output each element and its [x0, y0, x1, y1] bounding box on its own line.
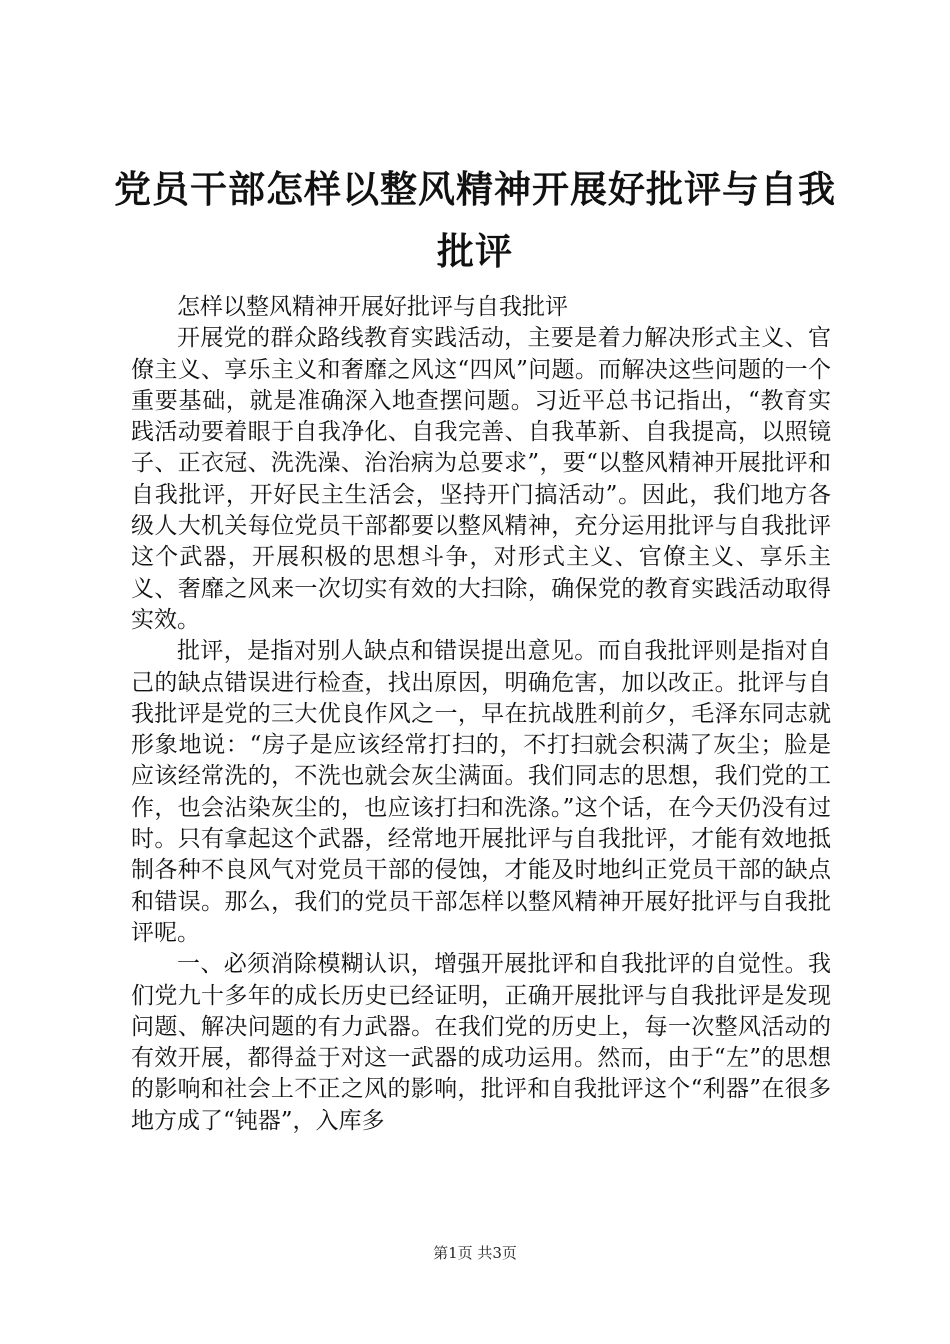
paragraph: 一、必须消除模糊认识，增强开展批评和自我批评的自觉性。我们党九十多年的成长历史已经证明，正确开展批评与自我批评是发现问题、解决问题的有力武器。在我们党的历史上，每一次整风活动的有效开展，都得益于对这一武器的成功运用。然而，由于“左”的思想的影响和社会上不正之风的影响，批评和自我批评这个“利器”在很多地方成了“钝器”，入库多	[131, 951, 831, 1134]
paragraph-subtitle: 怎样以整风精神开展好批评与自我批评	[177, 294, 568, 320]
page-title: 党员干部怎样以整风精神开展好批评与自我批评	[114, 167, 836, 273]
paragraph: 开展党的群众路线教育实践活动，主要是着力解决形式主义、官僚主义、享乐主义和奢靡之风这“四风”问题。而解决这些问题的一个重要基础，就是准确深入地查摆问题。习近平总书记指出，“教育实践活动要着眼于自我净化、自我完善、自我革新、自我提高，以照镜子、正衣冠、洗洗澡、治治病为总要求”，要“以整风精神开展批评和自我批评，开好民主生活会，坚持开门搞活动”。因此，我们地方各级人大机关每位党员干部都要以整风精神，充分运用批评与自我批评这个武器，开展积极的思想斗争，对形式主义、官僚主义、享乐主义、奢靡之风来一次切实有效的大扫除，确保党的教育实践活动取得实效。	[131, 325, 831, 633]
page-footer: 第1页 共3页	[433, 1244, 517, 1262]
document-body	[131, 292, 831, 1137]
paragraph: 批评，是指对别人缺点和错误提出意见。而自我批评则是指对自己的缺点错误进行检查，找出原因，明确危害，加以改正。批评与自我批评是党的三大优良作风之一，早在抗战胜利前夕，毛泽东同志就形象地说：“房子是应该经常打扫的，不打扫就会积满了灰尘；脸是应该经常洗的，不洗也就会灰尘满面。我们同志的思想，我们党的工作，也会沾染灰尘的，也应该打扫和洗涤。”这个话，在今天仍没有过时。只有拿起这个武器，经常地开展批评与自我批评，才能有效地抵制各种不良风气对党员干部的侵蚀，才能及时地纠正党员干部的缺点和错误。那么，我们的党员干部怎样以整风精神开展好批评与自我批评呢。	[131, 638, 831, 946]
